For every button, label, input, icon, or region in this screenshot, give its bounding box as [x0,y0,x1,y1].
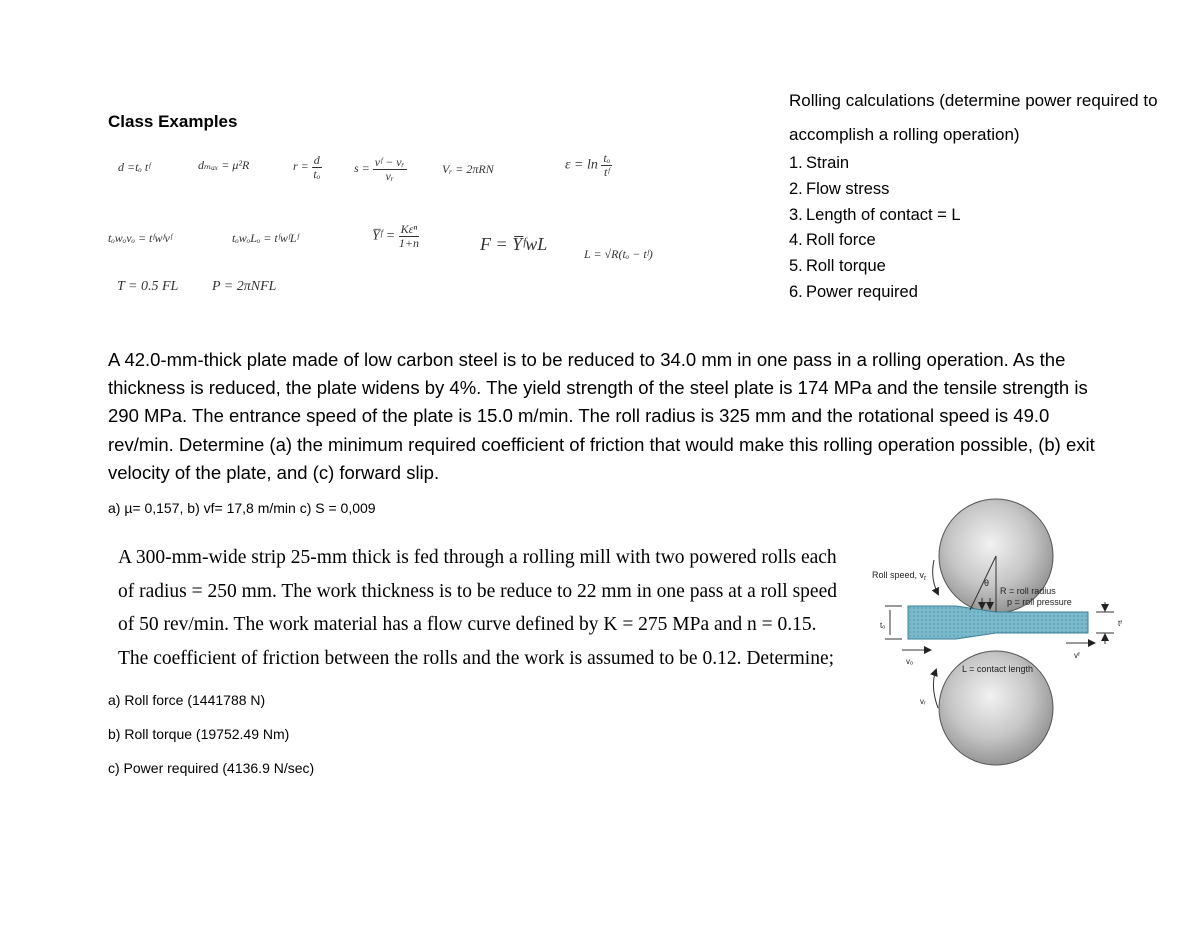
t-f-label: tᶠ [1118,619,1123,628]
step-number: 6. [789,282,803,301]
step-number: 2. [789,179,803,198]
denominator: tₒ [313,166,321,181]
roll-radius-label: R = roll radius [1000,586,1056,596]
steps-title: Rolling calculations (determine power required to accomplish a rolling operation) [789,91,1158,144]
step-text: Flow stress [806,179,890,198]
roll-speed-label: Roll speed, $v_r$ [872,570,927,582]
step-number: 3. [789,205,803,224]
formula-max-draft: dₘₐₓ = μ²R [198,158,250,172]
steps-list [789,151,961,306]
list-item [789,203,961,229]
problem-1-text: A 42.0-mm-thick plate made of low carbon steel is to be reduced to 34.0 mm in one pass in a rolling operation. As the thickness is reduced, the plate widens by 4%. The yield strength of the steel plate is 174 MPa and the tensile strength is 290 MPa. The entrance speed of the plate is 15.0 m/min. The roll radius is 325 mm and the rotational speed is 49.0 rev/min. Determine (a) the minimum required coefficient of friction that would make this rolling operation possible, (b) exit velocity of the plate, and (c) forward slip. [108,349,1095,483]
roll-speed-arrow-top [933,560,938,594]
numerator: tₒ [603,151,611,165]
step-number: 4. [789,231,803,250]
page-title: Class Examples [108,112,238,131]
v-f-label: vᶠ [1074,651,1080,660]
formula-fraction [601,152,612,178]
numerator: vᶠ − vᵣ [374,155,405,169]
theta-label: θ [984,578,990,588]
problem-2-text [118,541,878,675]
formula-reduction [293,154,322,180]
formula-volume-length: tₒwₒLₒ = tᶠwᶠLᶠ [232,231,299,245]
step-text: Roll force [806,231,876,250]
list-item [789,177,961,203]
roll-speed-arrow-bottom [933,670,938,708]
answer-roll-force: a) Roll force (1441788 N) [108,692,266,708]
roll-pressure-label: p = roll pressure [1007,597,1072,607]
formula-power: P = 2πNFL [212,279,277,294]
formula-lhs: Y̅ᶠ = [372,228,396,244]
formula-forward-slip [354,156,407,182]
formula-draft: d =tₒ tᶠ [118,160,151,174]
contact-length-label: L = contact length [962,664,1033,674]
problem-2-line: of radius = 250 mm. The work thickness is to be reduce to 22 mm in one pass at a roll speed [118,580,837,602]
step-text: Length of contact = L [806,205,961,224]
problem-2-line: of 50 rev/min. The work material has a flow curve defined by K = 275 MPa and n = 0.15. [118,614,817,635]
list-item [789,151,961,177]
formula-roll-speed: Vᵣ = 2πRN [442,162,494,176]
formula-torque: T = 0.5 FL [117,279,179,294]
step-text: Strain [806,154,850,172]
numerator: Kεⁿ [400,222,418,236]
step-number: 1. [789,154,803,172]
list-item [789,254,961,280]
formula-fraction [312,154,322,180]
formula-fraction [399,223,420,249]
problem-2-line: A 300-mm-wide strip 25-mm thick is fed through a rolling mill with two powered rolls each [118,547,837,568]
denominator: 1+n [398,235,419,250]
problem-1-answer: a) µ= 0,157, b) vf= 17,8 m/min c) S = 0,009 [108,500,376,516]
v-o-label: vₒ [906,657,914,666]
formula-true-strain [565,152,612,178]
list-item [789,280,961,306]
problem-2-line: The coefficient of friction between the rolls and the work is assumed to be 0.12. Determine; [118,647,835,669]
step-number: 5. [789,257,803,276]
roll-velocity-label: vᵣ [920,697,926,706]
formula-roll-force: F = Y̅ᶠwL [480,234,548,254]
formula-fraction [373,156,407,182]
rolling-diagram [868,498,1130,766]
formula-lhs: r = [293,158,309,173]
denominator: tᶠ [604,164,610,179]
step-text: Power required [806,282,918,301]
formula-lhs: s = [354,160,370,175]
denominator: vᵣ [385,168,394,183]
answer-roll-torque: b) Roll torque (19752.49 Nm) [108,726,290,742]
t-o-label: tₒ [880,621,886,630]
formula-contact-length: L = √R(tₒ − tᶠ) [584,247,653,261]
step-text: Roll torque [806,257,886,276]
formula-flow-stress [372,223,419,249]
formula-volume-flow: tₒwₒvₒ = tᶠwᶠvᶠ [108,231,172,245]
formula-lhs: ε = ln [565,157,598,173]
answer-power-required: c) Power required (4136.9 N/sec) [108,760,315,776]
list-item [789,228,961,254]
numerator: d [313,153,320,167]
